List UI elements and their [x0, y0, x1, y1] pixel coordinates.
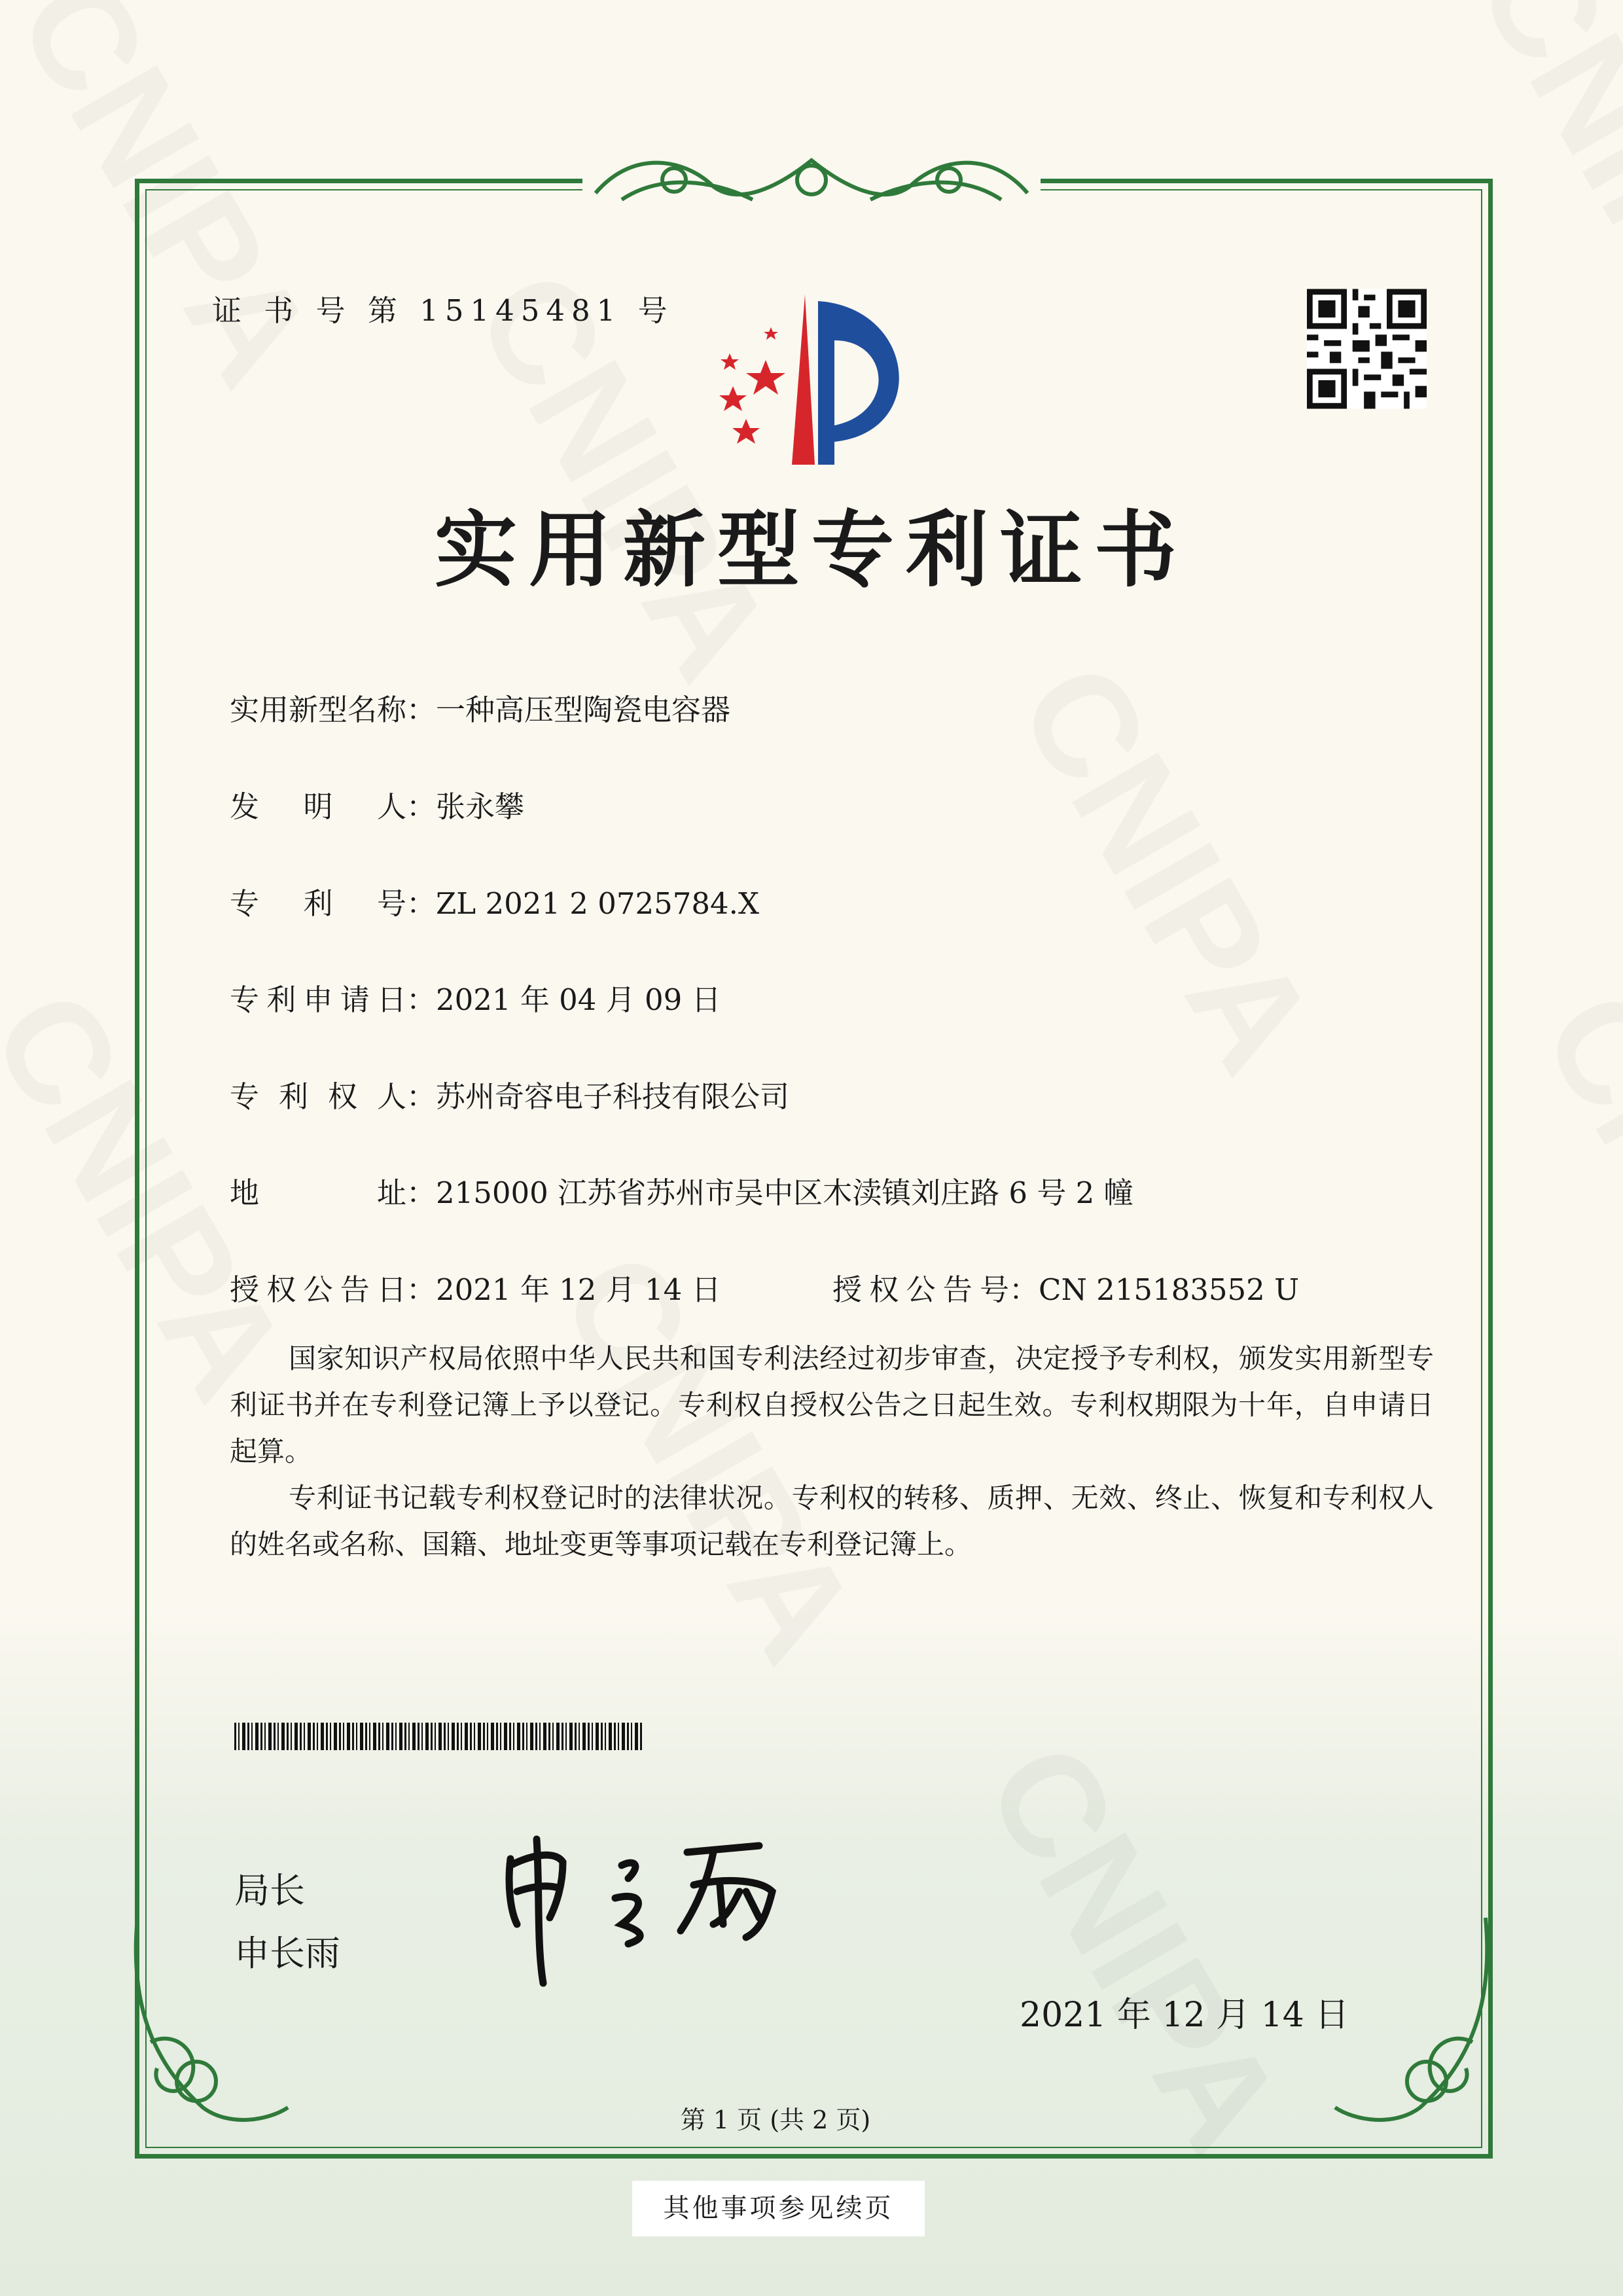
signatory-title: 局长	[234, 1870, 305, 1911]
barcode	[234, 1723, 644, 1750]
field-inventor: 发明人：张永攀	[230, 783, 524, 825]
qr-code	[1307, 288, 1427, 410]
field-patentee: 专利权人：苏州奇容电子科技有限公司	[230, 1073, 789, 1115]
field-value: 张永攀	[436, 789, 525, 824]
field-announcement-number: 授权公告号：CN 215183552 U	[832, 1266, 1299, 1308]
field-label: 专利申请日	[230, 982, 406, 1017]
field-value: 一种高压型陶瓷电容器	[436, 692, 731, 727]
top-ornament	[582, 134, 1041, 219]
signatory-name: 申长雨	[234, 1933, 340, 1974]
page-indicator: 第 1 页 (共 2 页)	[680, 2106, 871, 2134]
field-value: 2021 年 04 月 09 日	[436, 982, 721, 1017]
field-application-date: 专利申请日：2021 年 04 月 09 日	[230, 976, 721, 1018]
field-grant-date: 授权公告日：2021 年 12 月 14 日	[230, 1266, 721, 1308]
field-label: 授权公告号	[832, 1272, 1009, 1307]
page-title: 实用新型专利证书	[435, 501, 1188, 598]
field-label: 专利号	[230, 886, 406, 921]
field-label: 专利权人	[230, 1079, 406, 1114]
continuation-note: 其他事项参见续页	[632, 2181, 925, 2236]
watermark	[1510, 965, 1623, 1426]
field-value: CN 215183552 U	[1039, 1272, 1300, 1307]
field-value: ZL 2021 2 0725784.X	[436, 886, 759, 921]
field-label: 地址	[230, 1175, 406, 1210]
field-address: 地址：215000 江苏省苏州市吴中区木渎镇刘庄路 6 号 2 幢	[230, 1169, 1133, 1211]
field-value: 苏州奇容电子科技有限公司	[436, 1079, 790, 1114]
issue-date: 2021 年 12 月 14 日	[1020, 1996, 1349, 2035]
cnipa-logo	[694, 281, 942, 471]
statement-paragraph: 国家知识产权局依照中华人民共和国专利法经过初步审查，决定授予专利权，颁发实用新型专利证书并在专利登记簿上予以登记。专利权自授权公告之日起生效。专利权期限为十年，自申请日起算。	[230, 1342, 1434, 1467]
statement-paragraph: 专利证书记载专利权登记时的法律状况。专利权的转移、质押、无效、终止、恢复和专利权人的姓名或名称、国籍、地址变更等事项记载在专利登记簿上。	[230, 1482, 1434, 1560]
star-icon	[719, 327, 785, 444]
field-utility-model-name: 实用新型名称：一种高压型陶瓷电容器	[230, 686, 730, 728]
field-label: 实用新型名称	[230, 692, 407, 727]
signature	[497, 1826, 838, 1996]
field-value: 215000 江苏省苏州市吴中区木渎镇刘庄路 6 号 2 幢	[436, 1175, 1133, 1210]
certificate-number: 证 书 号 第 15145481 号	[212, 293, 674, 328]
field-label: 发明人	[230, 789, 406, 824]
statement-text	[230, 1335, 1434, 1568]
field-label: 授权公告日	[230, 1272, 406, 1307]
field-value: 2021 年 12 月 14 日	[436, 1272, 721, 1307]
field-patent-number: 专利号：ZL 2021 2 0725784.X	[230, 880, 759, 922]
